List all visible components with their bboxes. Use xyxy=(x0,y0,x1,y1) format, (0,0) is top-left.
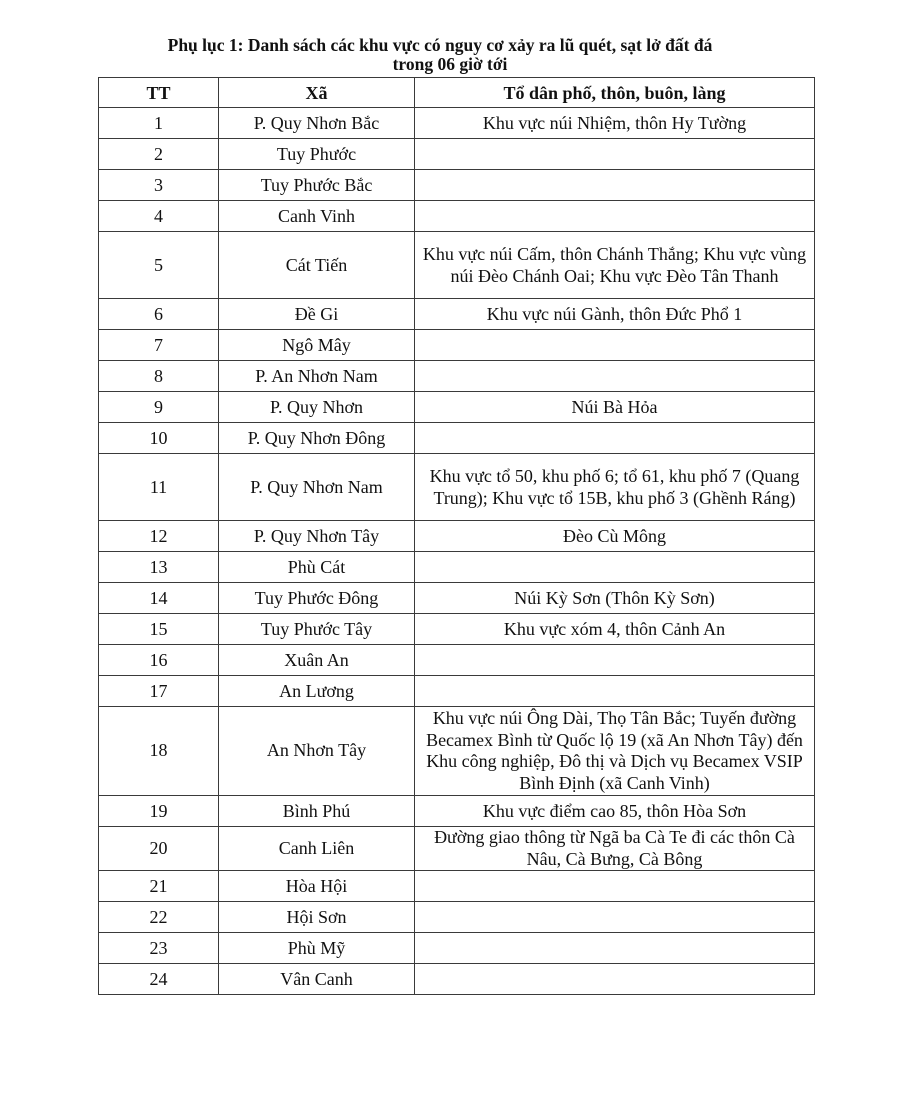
commune-name: Tuy Phước Đông xyxy=(219,583,415,614)
table-row xyxy=(99,676,815,707)
row-number: 7 xyxy=(99,330,219,361)
row-number: 9 xyxy=(99,392,219,423)
table-row xyxy=(99,139,815,170)
header-area: Tổ dân phố, thôn, buôn, làng xyxy=(415,78,815,108)
commune-name: Xuân An xyxy=(219,645,415,676)
risk-area xyxy=(415,964,815,995)
commune-name: Tuy Phước Tây xyxy=(219,614,415,645)
commune-name: An Lương xyxy=(219,676,415,707)
row-number: 15 xyxy=(99,614,219,645)
table-row xyxy=(99,108,815,139)
document-title xyxy=(0,36,900,74)
row-number: 14 xyxy=(99,583,219,614)
risk-area xyxy=(415,676,815,707)
risk-area xyxy=(415,552,815,583)
table-row xyxy=(99,361,815,392)
table-row xyxy=(99,170,815,201)
table-row xyxy=(99,796,815,827)
commune-name: Phù Cát xyxy=(219,552,415,583)
risk-area: Khu vực núi Gành, thôn Đức Phổ 1 xyxy=(415,299,815,330)
commune-name: Cát Tiến xyxy=(219,232,415,299)
commune-name: P. An Nhơn Nam xyxy=(219,361,415,392)
row-number: 5 xyxy=(99,232,219,299)
row-number: 13 xyxy=(99,552,219,583)
risk-area: Núi Bà Hỏa xyxy=(415,392,815,423)
table-row xyxy=(99,871,815,902)
table-row xyxy=(99,964,815,995)
commune-name: P. Quy Nhơn Bắc xyxy=(219,108,415,139)
title-line-1: Phụ lục 1: Danh sách các khu vực có nguy cơ xảy ra lũ quét, sạt lở đất đá xyxy=(167,35,713,55)
row-number: 12 xyxy=(99,521,219,552)
row-number: 17 xyxy=(99,676,219,707)
row-number: 20 xyxy=(99,827,219,871)
row-number: 19 xyxy=(99,796,219,827)
risk-area xyxy=(415,361,815,392)
table-row xyxy=(99,583,815,614)
commune-name: Ngô Mây xyxy=(219,330,415,361)
row-number: 4 xyxy=(99,201,219,232)
risk-area: Khu vực xóm 4, thôn Cảnh An xyxy=(415,614,815,645)
row-number: 1 xyxy=(99,108,219,139)
row-number: 18 xyxy=(99,707,219,796)
risk-area xyxy=(415,201,815,232)
commune-name: P. Quy Nhơn Tây xyxy=(219,521,415,552)
table-row xyxy=(99,299,815,330)
table-row xyxy=(99,614,815,645)
risk-area: Đèo Cù Mông xyxy=(415,521,815,552)
commune-name: Bình Phú xyxy=(219,796,415,827)
row-number: 10 xyxy=(99,423,219,454)
table-row xyxy=(99,707,815,796)
commune-name: P. Quy Nhơn xyxy=(219,392,415,423)
risk-area: Khu vực điểm cao 85, thôn Hòa Sơn xyxy=(415,796,815,827)
table-row xyxy=(99,330,815,361)
area-table xyxy=(98,77,815,995)
row-number: 3 xyxy=(99,170,219,201)
table-row xyxy=(99,645,815,676)
risk-area xyxy=(415,645,815,676)
risk-area xyxy=(415,423,815,454)
risk-area: Khu vực núi Cấm, thôn Chánh Thắng; Khu vực vùng núi Đèo Chánh Oai; Khu vực Đèo Tân Thanh xyxy=(415,232,815,299)
risk-area xyxy=(415,170,815,201)
table-row xyxy=(99,902,815,933)
table-row xyxy=(99,423,815,454)
risk-area xyxy=(415,902,815,933)
risk-area: Khu vực núi Nhiệm, thôn Hy Tường xyxy=(415,108,815,139)
commune-name: Tuy Phước Bắc xyxy=(219,170,415,201)
header-tt: TT xyxy=(99,78,219,108)
commune-name: Canh Liên xyxy=(219,827,415,871)
row-number: 16 xyxy=(99,645,219,676)
row-number: 11 xyxy=(99,454,219,521)
table-row xyxy=(99,201,815,232)
risk-area xyxy=(415,330,815,361)
row-number: 8 xyxy=(99,361,219,392)
row-number: 24 xyxy=(99,964,219,995)
row-number: 23 xyxy=(99,933,219,964)
commune-name: An Nhơn Tây xyxy=(219,707,415,796)
row-number: 22 xyxy=(99,902,219,933)
row-number: 2 xyxy=(99,139,219,170)
risk-area xyxy=(415,933,815,964)
risk-area: Khu vực núi Ông Dài, Thọ Tân Bắc; Tuyến đường Becamex Bình từ Quốc lộ 19 (xã An Nhơn Tây) đến Khu công nghiệp, Đô thị và Dịch vụ Becamex VSIP Bình Định (xã Canh Vinh) xyxy=(415,707,815,796)
table-row xyxy=(99,392,815,423)
risk-area: Đường giao thông từ Ngã ba Cà Te đi các thôn Cà Nâu, Cà Bưng, Cà Bông xyxy=(415,827,815,871)
commune-name: P. Quy Nhơn Đông xyxy=(219,423,415,454)
commune-name: Vân Canh xyxy=(219,964,415,995)
commune-name: Hội Sơn xyxy=(219,902,415,933)
commune-name: Tuy Phước xyxy=(219,139,415,170)
risk-area xyxy=(415,139,815,170)
commune-name: Đề Gi xyxy=(219,299,415,330)
table-header-row xyxy=(99,78,815,108)
commune-name: P. Quy Nhơn Nam xyxy=(219,454,415,521)
header-commune: Xã xyxy=(219,78,415,108)
commune-name: Canh Vinh xyxy=(219,201,415,232)
commune-name: Hòa Hội xyxy=(219,871,415,902)
table-row xyxy=(99,933,815,964)
title-line-2: trong 06 giờ tới xyxy=(392,54,508,74)
row-number: 21 xyxy=(99,871,219,902)
table-row xyxy=(99,827,815,871)
commune-name: Phù Mỹ xyxy=(219,933,415,964)
table-row xyxy=(99,454,815,521)
risk-area: Núi Kỳ Sơn (Thôn Kỳ Sơn) xyxy=(415,583,815,614)
table-row xyxy=(99,552,815,583)
table-row xyxy=(99,232,815,299)
table-row xyxy=(99,521,815,552)
risk-area xyxy=(415,871,815,902)
row-number: 6 xyxy=(99,299,219,330)
risk-area: Khu vực tổ 50, khu phố 6; tổ 61, khu phố 7 (Quang Trung); Khu vực tổ 15B, khu phố 3 (Ghềnh Ráng) xyxy=(415,454,815,521)
